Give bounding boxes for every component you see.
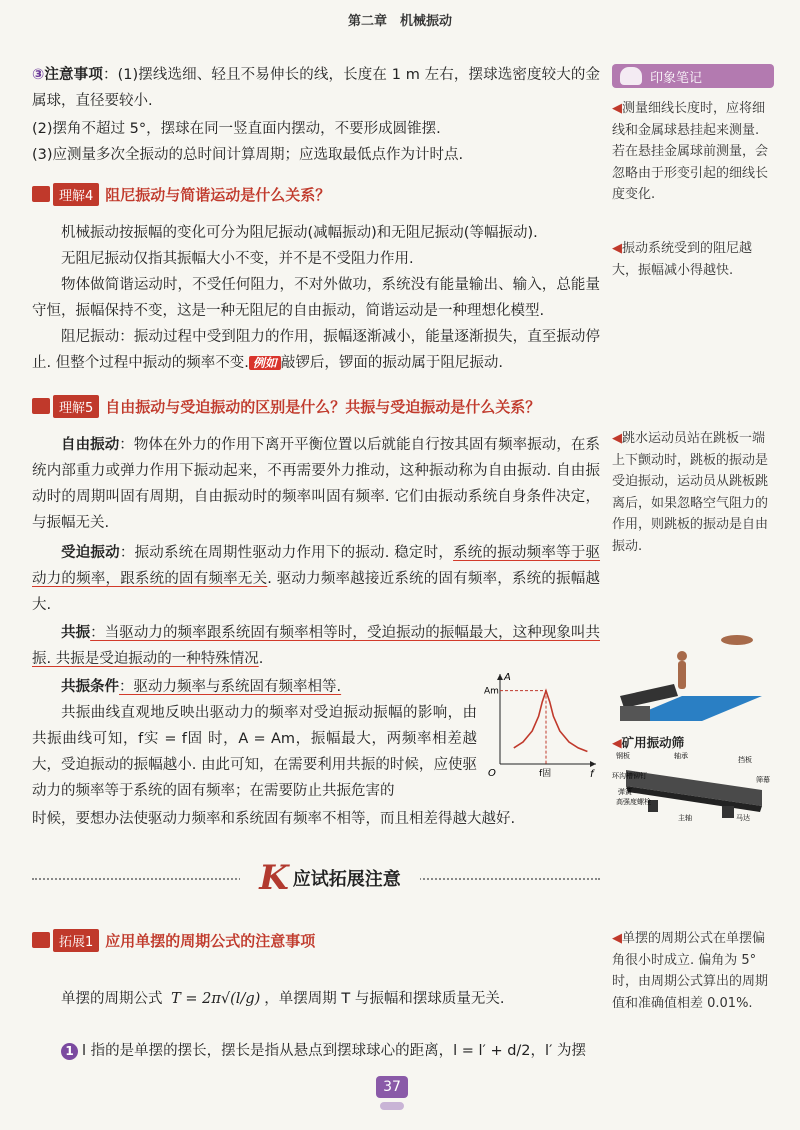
formula-post: ，单摆周期 T 与振幅和摆球质量无关. <box>264 991 505 1007</box>
label-spring: 弹簧 <box>618 788 632 796</box>
notes-title: 注意事项 <box>44 67 103 83</box>
notes-item2: (2)摆角不超过 5°，摆球在同一竖直面内摆动，不要形成圆锥摆. <box>32 121 441 137</box>
point-number: 1 <box>61 1043 78 1060</box>
screen-caption <box>612 733 684 751</box>
label-main-shaft: 主轴 <box>678 814 692 822</box>
section4-p4a: 阻尼振动：振动过程中受到阻力的作用，振幅逐渐减小，能量逐渐损失，直至振动停止. 但整个过程中振动的频率不变. <box>32 329 600 371</box>
section4-p1: 机械振动按振幅的变化可分为阻尼振动(减幅振动)和无阻尼振动(等幅振动). <box>61 225 538 241</box>
curve-para1: 共振曲线直观地反映出驱动力的频率对受迫振动振幅的影响，由共振曲线可知，f实 = f固 时，A = Am，振幅最大，两频率相差越大，受迫振动的振幅越小. 由此可知，在需要利用共振的时候，应使驱动力的频率等于系统的固有频率；在需要防止共振危害的 <box>32 705 477 799</box>
section4-title: 阻尼振动与简谐运动是什么关系？ <box>105 185 331 204</box>
forced-term: 受迫振动 <box>61 545 120 561</box>
note2-text: 振动系统受到的阻尼越大，振幅减小得越快. <box>612 241 753 278</box>
ext1-tag: 拓展1 <box>53 929 99 952</box>
x-axis-arrow <box>590 761 596 767</box>
condition-term: 共振条件 <box>61 679 119 695</box>
section4-tag: 理解4 <box>53 183 99 206</box>
y-axis-label: A <box>504 672 511 683</box>
triangle-icon: ◀ <box>612 931 622 946</box>
section4-p4 <box>32 324 600 376</box>
diver-head <box>677 651 687 661</box>
sidebar-note3 <box>612 428 772 557</box>
triangle-icon: ◀ <box>612 735 622 750</box>
divider-letter: K <box>259 858 289 898</box>
section5-tag: 理解5 <box>53 395 99 418</box>
resonance-end: . <box>258 651 264 667</box>
label-rivet: 环沟槽铆钉 <box>612 772 647 780</box>
condition-text: ：驱动力频率与系统固有频率相等. <box>119 679 342 695</box>
period-formula: T = 2π√(l/g) <box>171 991 261 1007</box>
section4-p4b: 敲锣后，锣面的振动属于阻尼振动. <box>280 355 503 371</box>
peak-amplitude-label: Am <box>484 686 499 697</box>
screen-title: 矿用振动筛 <box>621 735 685 750</box>
label-bolt: 高强度螺栓 <box>616 798 651 806</box>
sidebar-note1 <box>612 98 772 206</box>
board-base <box>620 706 650 721</box>
triangle-icon: ◀ <box>612 431 622 446</box>
resonance-curve-chart <box>484 668 602 780</box>
label-screen-mesh: 筛幕 <box>756 776 770 784</box>
label-steel-plate: 钢板 <box>616 752 630 760</box>
resonance-underlined: ：当驱动力的频率跟系统固有频率相等时，受迫振动的振幅最大，这种现象叫共振. 共振是受迫振动的一种特殊情况 <box>32 625 600 667</box>
section4-p3: 物体做简谐运动时，不受任何阻力，不对外做功，系统没有能量输出、输入，总能量守恒，振幅保持不变，这是一种无阻尼的自由振动，简谐运动是一种理想化模型. <box>32 277 600 319</box>
elephant-icon <box>620 67 642 85</box>
forced-b: . 驱动力频率越接近系统的固有频率，系统的振幅越大. <box>32 571 601 613</box>
label-baffle: 挡板 <box>738 756 752 764</box>
note4-text: 单摆的周期公式在单摆偏角很小时成立. 偏角为 5° 时，由周期公式算出的周期值和准确值相差 0.01%. <box>612 931 769 1011</box>
forced-a: ：振动系统在周期性驱动力作用下的振动. 稳定时， <box>119 545 454 561</box>
sidebar-note2 <box>612 238 772 281</box>
diving-board-image <box>612 626 772 726</box>
diver-in-air <box>721 635 753 645</box>
triangle-icon: ◀ <box>612 101 622 116</box>
notes-item1 <box>32 62 600 114</box>
book-icon <box>32 186 50 202</box>
section5-title: 自由振动与受迫振动的区别是什么？共振与受迫振动是什么关系？ <box>105 397 541 416</box>
diver-body <box>678 661 686 689</box>
curve-para2: 时候，要想办法使驱动力频率和系统固有频率不相等，而且相差得越大越好. <box>32 811 516 827</box>
sidebar-note4 <box>612 928 772 1014</box>
y-axis-arrow <box>497 674 503 680</box>
divider-title: 应试拓展注意 <box>292 869 401 890</box>
example-badge: 例如 <box>249 356 281 370</box>
section4-p2: 无阻尼振动仅指其振幅大小不变，并不是不受阻力作用. <box>61 251 414 267</box>
forced-vibration-para <box>32 540 600 618</box>
motor-housing <box>722 806 734 818</box>
note3-text: 跳水运动员站在跳板一端上下颤动时，跳板的振动是受迫振动，运动员从跳板跳离后，如果忽略空气阻力的作用，则跳板的振动是自由振动. <box>612 431 769 554</box>
period-formula-line <box>61 986 601 1012</box>
forced-underlined: 系统的振动频率等于驱动力的频率，跟系统的固有频率无关 <box>32 545 601 587</box>
triangle-icon: ◀ <box>612 241 622 256</box>
origin-label: O <box>488 768 496 779</box>
resonance-term: 共振 <box>61 625 91 641</box>
notes-item1-text: ：(1)摆线选细、轻且不易伸长的线，长度在 1 m 左右，摆球选密度较大的金属球，直径要较小. <box>32 67 601 109</box>
resonance-para <box>32 620 600 672</box>
ext1-bar <box>32 928 315 952</box>
page-number: 37 <box>376 1076 408 1098</box>
label-motor: 马达 <box>736 814 750 822</box>
ext1-point1 <box>61 1038 601 1064</box>
page-ornament <box>380 1102 404 1110</box>
free-vibration-para <box>32 432 600 536</box>
book-icon <box>32 932 50 948</box>
natural-frequency-label: f固 <box>539 769 552 779</box>
note1-text: 测量细线长度时，应将细线和金属球悬挂起来测量. 若在悬挂金属球前测量，会忽略由于形变引起的细线长度变化. <box>612 101 769 202</box>
notes-label: ③ <box>32 67 45 83</box>
resonance-condition <box>61 674 481 700</box>
sidebar-header <box>612 64 774 88</box>
x-axis-label: f <box>590 769 594 780</box>
resonance-curve <box>514 691 588 752</box>
section5-bar <box>32 394 540 418</box>
label-bearing: 轴承 <box>674 752 688 760</box>
formula-pre: 单摆的周期公式 <box>61 991 163 1007</box>
vibrating-screen-diagram <box>612 750 772 822</box>
sidebar-title: 印象笔记 <box>650 70 703 86</box>
free-text: ：物体在外力的作用下离开平衡位置以后就能自行按其固有频率振动，在系统内部重力或弹力作用下振动起来，不再需要外力推动，这种振动称为自由振动. 自由振动时的周期叫固有周期，自由振动时的频率叫固有频率. 它们由振动系统自身条件决定，与振幅无关. <box>32 437 601 531</box>
point-text: l 指的是单摆的摆长，摆长是指从悬点到摆球球心的距离，l = l′ + d/2，l′ 为摆 <box>82 1043 586 1059</box>
section4-bar <box>32 182 330 206</box>
free-term: 自由振动 <box>61 437 120 453</box>
book-icon <box>32 398 50 414</box>
ext1-title: 应用单摆的周期公式的注意事项 <box>105 931 316 950</box>
divider-banner <box>240 860 420 896</box>
notes-item3: (3)应测量多次全振动的总时间计算周期；应选取最低点作为计时点. <box>32 147 464 163</box>
chapter-header: 第二章 机械振动 <box>347 14 452 29</box>
